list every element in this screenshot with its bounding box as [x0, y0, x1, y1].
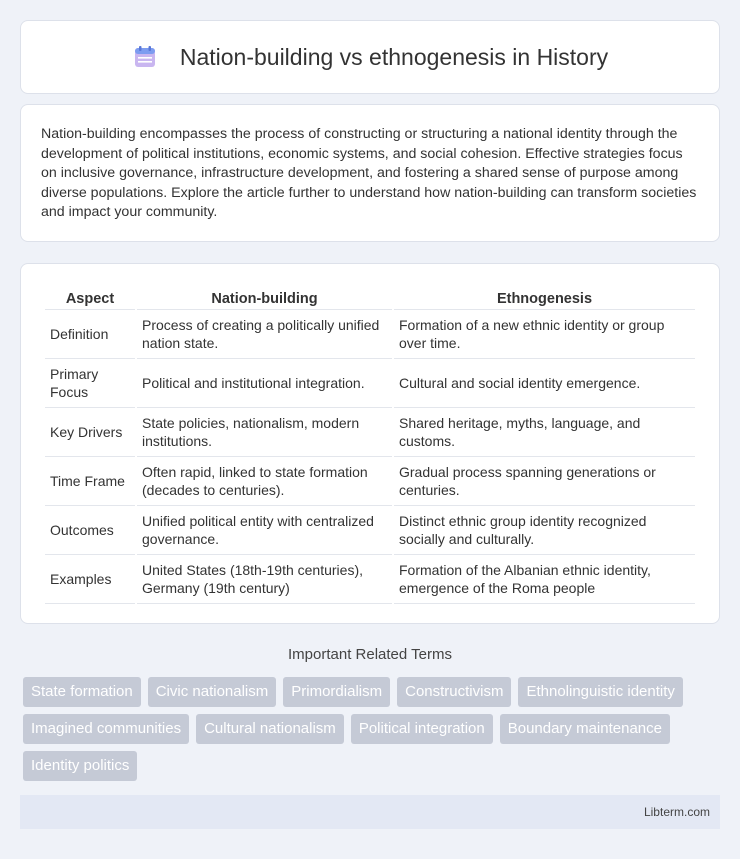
related-term-tag[interactable]: Identity politics [23, 751, 137, 781]
row-nation-building: Often rapid, linked to state formation (decades to centuries). [137, 457, 392, 506]
related-term-tag[interactable]: Political integration [351, 714, 493, 744]
related-term-tag[interactable]: Ethnolinguistic identity [518, 677, 682, 707]
row-nation-building: Process of creating a politically unified nation state. [137, 310, 392, 359]
row-ethnogenesis: Gradual process spanning generations or centuries. [394, 457, 695, 506]
title-card [20, 20, 720, 94]
related-terms-title: Important Related Terms [288, 646, 452, 663]
row-ethnogenesis: Cultural and social identity emergence. [394, 359, 695, 408]
table-row [45, 310, 695, 359]
comparison-table [43, 284, 697, 604]
table-row [45, 506, 695, 555]
table-row [45, 359, 695, 408]
header-ethnogenesis: Ethnogenesis [394, 284, 695, 310]
page-title: Nation-building vs ethnogenesis in History [179, 43, 609, 70]
row-nation-building: State policies, nationalism, modern institutions. [137, 408, 392, 457]
related-term-tag[interactable]: Civic nationalism [148, 677, 277, 707]
comparison-table-card [20, 263, 720, 624]
related-term-tag[interactable]: State formation [23, 677, 141, 707]
row-aspect: Key Drivers [45, 408, 135, 457]
header-aspect: Aspect [45, 284, 135, 310]
related-term-tag[interactable]: Constructivism [397, 677, 511, 707]
row-aspect: Examples [45, 555, 135, 604]
related-term-tag[interactable]: Cultural nationalism [196, 714, 344, 744]
table-row [45, 457, 695, 506]
row-ethnogenesis: Shared heritage, myths, language, and customs. [394, 408, 695, 457]
row-nation-building: United States (18th-19th centuries), Germany (19th century) [137, 555, 392, 604]
header-nation-building: Nation-building [137, 284, 392, 310]
row-aspect: Outcomes [45, 506, 135, 555]
related-term-tag[interactable]: Imagined communities [23, 714, 189, 744]
footer [20, 795, 720, 829]
row-ethnogenesis: Formation of the Albanian ethnic identity, emergence of the Roma people [394, 555, 695, 604]
footer-site-link[interactable]: Libterm.com [643, 805, 710, 819]
related-terms-list [23, 677, 723, 781]
row-aspect: Time Frame [45, 457, 135, 506]
row-nation-building: Unified political entity with centralized governance. [137, 506, 392, 555]
row-aspect: Primary Focus [45, 359, 135, 408]
row-ethnogenesis: Distinct ethnic group identity recognized socially and culturally. [394, 506, 695, 555]
table-row [45, 555, 695, 604]
related-term-tag[interactable]: Boundary maintenance [500, 714, 670, 744]
row-nation-building: Political and institutional integration. [137, 359, 392, 408]
table-header-row [45, 284, 695, 310]
related-term-tag[interactable]: Primordialism [283, 677, 390, 707]
calendar-icon [132, 44, 158, 70]
table-row [45, 408, 695, 457]
row-aspect: Definition [45, 310, 135, 359]
intro-text: Nation-building encompasses the process of constructing or structuring a national identity through the development of political institutions, economic systems, and social cohesion. Effective strategies focus on inclusive governance, infrastructure development, and fostering a shared sense of purpose among diverse populations. Explore the article further to understand how nation-building can transform societies and impact your community. [41, 126, 697, 220]
row-ethnogenesis: Formation of a new ethnic identity or group over time. [394, 310, 695, 359]
intro-card [20, 104, 720, 242]
